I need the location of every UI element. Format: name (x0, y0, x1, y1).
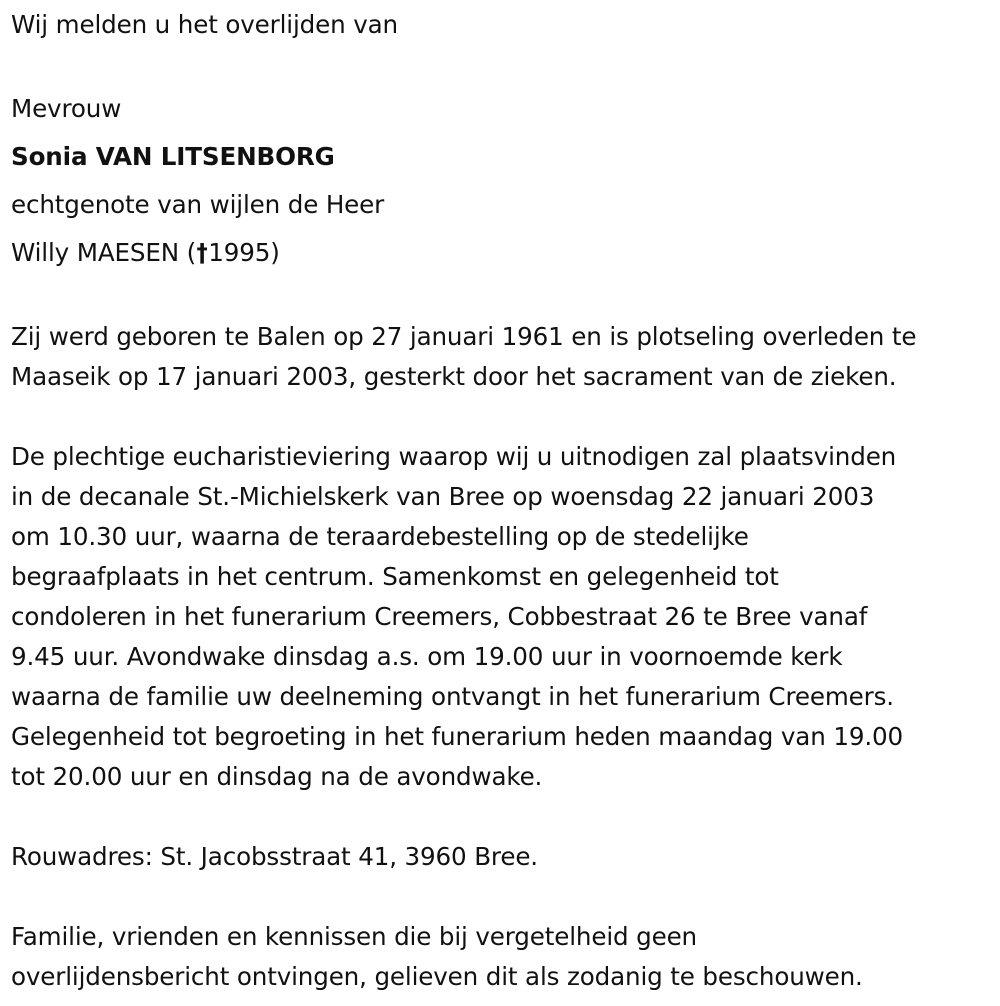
spouse-name (11, 229, 996, 277)
ceremony-paragraph (11, 437, 996, 797)
salutation: Mevrouw (11, 94, 122, 123)
deceased-name: Sonia VAN LITSENBORG (11, 142, 335, 171)
paragraph-line: in de decanale St.-Michielskerk van Bree op woensdag 22 januari 2003 (11, 482, 875, 511)
intro-text: Wij melden u het overlijden van (11, 10, 398, 39)
birth-paragraph (11, 317, 996, 397)
paragraph-line: De plechtige eucharistieviering waarop wij u uitnodigen zal plaatsvinden (11, 442, 897, 471)
paragraph-line: overlijdensbericht ontvingen, gelieven dit als zodanig te beschouwen. (11, 962, 863, 991)
paragraph-line: Maaseik op 17 januari 2003, gesterkt door het sacrament van de zieken. (11, 362, 897, 391)
spacer (11, 397, 996, 437)
spouse-name-suffix: 1995) (208, 238, 280, 267)
death-notice (11, 0, 996, 997)
mourning-address: Rouwadres: St. Jacobsstraat 41, 3960 Bree. (11, 842, 538, 871)
spacer (11, 797, 996, 837)
paragraph-line: Familie, vrienden en kennissen die bij vergetelheid geen (11, 922, 697, 951)
paragraph-line: Zij werd geboren te Balen op 27 januari 1961 en is plotseling overleden te (11, 322, 917, 351)
cross-icon: † (196, 238, 208, 267)
spacer (11, 877, 996, 917)
closing-paragraph (11, 917, 996, 997)
paragraph-line: om 10.30 uur, waarna de teraardebestelling op de stedelijke (11, 522, 749, 551)
paragraph-line: Gelegenheid tot begroeting in het funerarium heden maandag van 19.00 (11, 722, 903, 751)
spacer (11, 277, 996, 317)
paragraph-line: waarna de familie uw deelneming ontvangt in het funerarium Creemers. (11, 682, 894, 711)
paragraph-line: condoleren in het funerarium Creemers, Cobbestraat 26 te Bree vanaf (11, 602, 868, 631)
paragraph-line: tot 20.00 uur en dinsdag na de avondwake. (11, 762, 543, 791)
spouse-name-prefix: Willy MAESEN ( (11, 238, 197, 267)
spacer (11, 45, 996, 85)
paragraph-line: 9.45 uur. Avondwake dinsdag a.s. om 19.00 uur in voornoemde kerk (11, 642, 843, 671)
spouse-line: echtgenote van wijlen de Heer (11, 190, 385, 219)
paragraph-line: begraafplaats in het centrum. Samenkomst en gelegenheid tot (11, 562, 779, 591)
deceased-block (11, 85, 996, 277)
